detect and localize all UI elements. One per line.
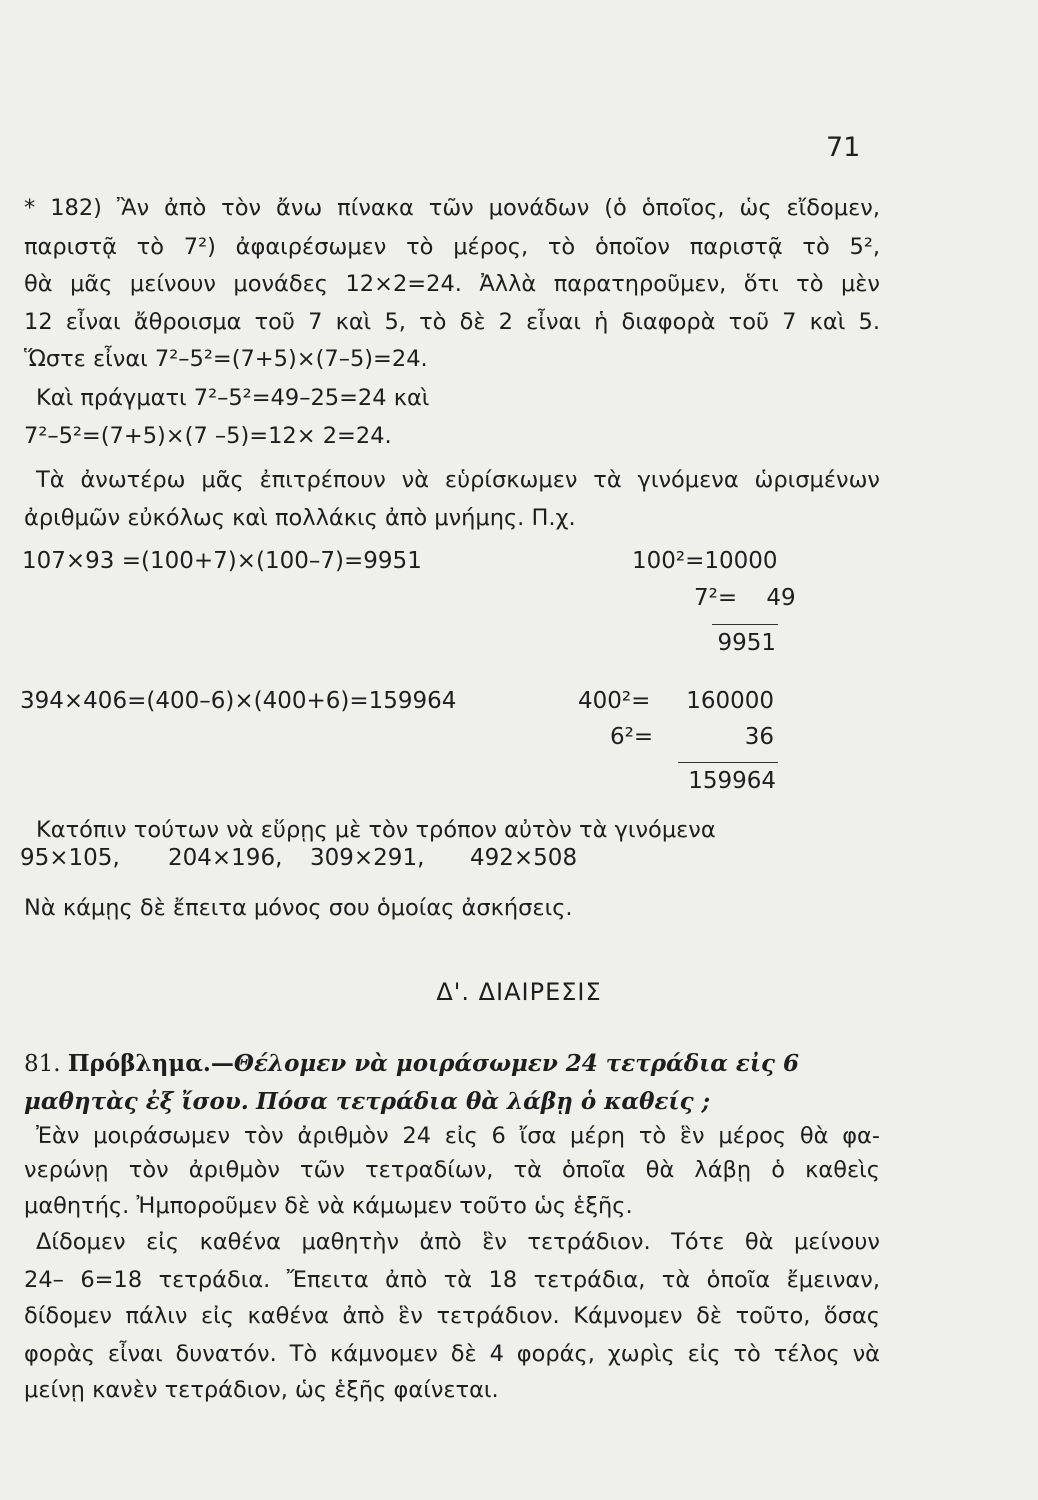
example2-square1-label: 400²= [578, 688, 651, 714]
share-para-line-1: Ἐὰν μοιράσωμεν τὸν ἀριθμὸν 24 εἰς 6 ἴσα μέρη τὸ ἓν μέρος θὰ φα- [36, 1123, 880, 1149]
give-para-line-4: φορὰς εἶναι δυνατόν. Τὸ κάμνομεν δὲ 4 φοράς, χωρὶς εἰς τὸ τέλος νὰ [24, 1341, 880, 1367]
easy-para-line-2: ἀριθμῶν εὐκόλως καὶ πολλάκις ἀπὸ μνήμης. Π.χ. [24, 505, 576, 531]
problem-label: Πρόβλημα.— [67, 1050, 234, 1077]
easy-para-line-1: Τὰ ἀνωτέρω μᾶς ἐπιτρέπουν νὰ εὑρίσκωμεν τὰ γινόμενα ὡρισμένων [36, 467, 880, 493]
exercise-intro: Κατόπιν τούτων νὰ εὕρῃς μὲ τὸν τρόπον αὐτὸν τὰ γινόμενα [36, 817, 716, 843]
example2-square2-value: 36 [744, 724, 774, 750]
give-para-line-1: Δίδομεν εἰς καθένα μαθητὴν ἀπὸ ἓν τετράδιον. Τότε θὰ μείνουν [36, 1229, 880, 1255]
example1-rule [712, 624, 778, 625]
para182-line-4: 12 εἶναι ἄθροισμα τοῦ 7 καὶ 5, τὸ δὲ 2 εἶναι ἡ διαφορὰ τοῦ 7 καὶ 5. [24, 309, 880, 335]
para182-line-5: Ὥστε εἶναι 7²–5²=(7+5)×(7–5)=24. [24, 346, 428, 372]
problem-text-2b: Πόσα τετράδια θὰ λάβῃ ὁ καθείς ; [256, 1088, 711, 1115]
exercise-item-1: 95×105, [20, 845, 120, 871]
para182-line-6: Καὶ πράγματι 7²–5²=49–25=24 καὶ [36, 385, 430, 411]
problem-line-2 [24, 1084, 880, 1120]
give-para-line-5: μείνῃ κανὲν τετράδιον, ὡς ἑξῆς φαίνεται. [24, 1377, 499, 1403]
exercise-item-4: 492×508 [470, 845, 578, 871]
exercise-item-2: 204×196, [168, 845, 283, 871]
para182-line-2: παριστᾷ τὸ 7²) ἀφαιρέσωμεν τὸ μέρος, τὸ ὁποῖον παριστᾷ τὸ 5², [24, 234, 880, 260]
problem-line-1 [24, 1046, 874, 1082]
example1-expression: 107×93 =(100+7)×(100–7)=9951 [22, 548, 422, 574]
para182-line-1: * 182) Ἂν ἀπὸ τὸν ἄνω πίνακα τῶν μονάδων (ὁ ὁποῖος, ὡς εἴδομεν, [24, 195, 880, 221]
problem-text-1: Θέλομεν νὰ μοιράσωμεν 24 τετράδια εἰς 6 [233, 1050, 800, 1077]
example1-result: 9951 [717, 630, 776, 656]
para182-line-3: θὰ μᾶς μείνουν μονάδες 12×2=24. Ἀλλὰ παρατηροῦμεν, ὅτι τὸ μὲν [24, 271, 880, 297]
problem-text-2a: μαθητὰς ἐξ ἴσου. [24, 1088, 249, 1115]
para182-line-7: 7²–5²=(7+5)×(7 –5)=12× 2=24. [24, 423, 392, 449]
exercise-outro: Νὰ κάμῃς δὲ ἔπειτα μόνος σου ὁμοίας ἀσκήσεις. [24, 895, 573, 921]
example2-square2-label: 6²= [610, 724, 654, 750]
example2-result: 159964 [688, 768, 776, 794]
share-para-line-2: νερώνῃ τὸν ἀριθμὸν τῶν τετραδίων, τὰ ὁποῖα θὰ λάβῃ ὁ καθεὶς [24, 1157, 880, 1183]
example1-square1: 100²=10000 [632, 548, 778, 574]
exercise-item-3: 309×291, [310, 845, 425, 871]
give-para-line-3: δίδομεν πάλιν εἰς καθένα ἀπὸ ἓν τετράδιον. Κάμνομεν δὲ τοῦτο, ὅσας [24, 1303, 880, 1329]
example2-rule [678, 762, 778, 763]
give-para-line-2: 24– 6=18 τετράδια. Ἔπειτα ἀπὸ τὰ 18 τετράδια, τὰ ὁποῖα ἔμειναν, [24, 1267, 880, 1293]
section-heading: Δ'. ΔΙΑΙΡΕΣΙΣ [436, 978, 602, 1006]
example1-square2: 7²= 49 [694, 585, 796, 611]
page-number: 71 [826, 132, 861, 163]
example2-expression: 394×406=(400–6)×(400+6)=159964 [20, 688, 457, 714]
example2-square1-value: 160000 [686, 688, 774, 714]
share-para-line-3: μαθητής. Ἠμποροῦμεν δὲ νὰ κάμωμεν τοῦτο ὡς ἑξῆς. [24, 1193, 633, 1219]
problem-number: 81. [24, 1051, 61, 1077]
